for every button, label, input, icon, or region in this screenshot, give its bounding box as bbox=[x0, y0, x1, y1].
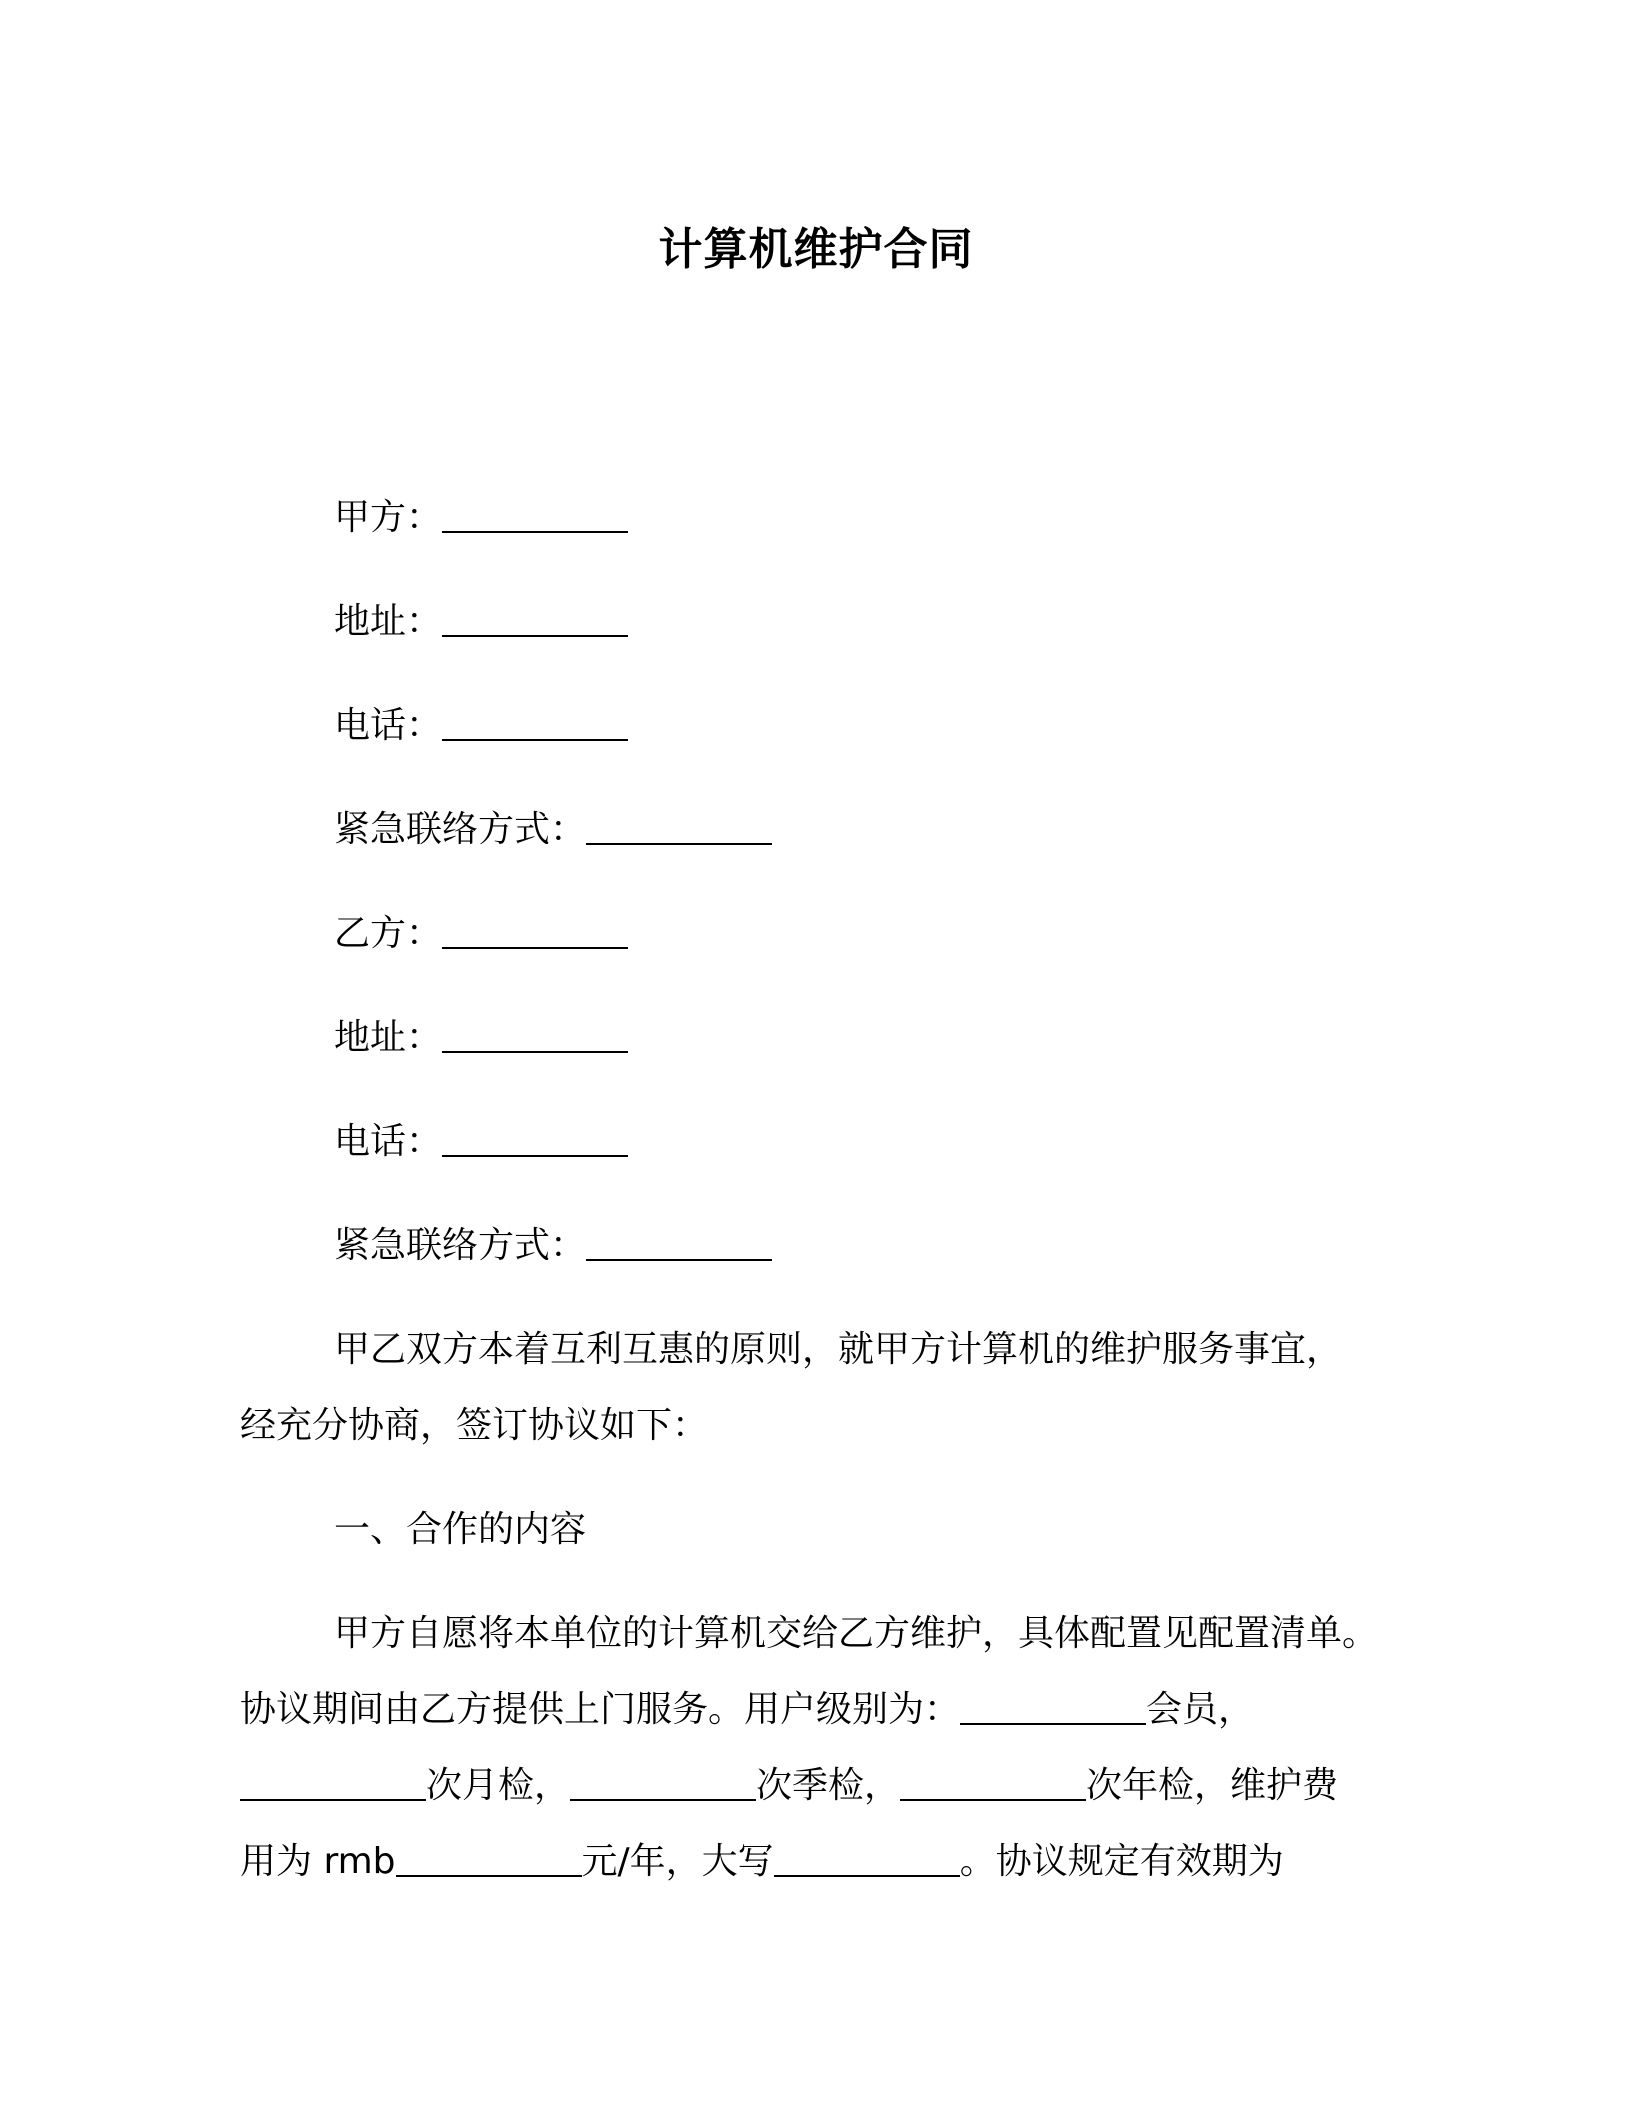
quarterly-check-blank[interactable] bbox=[570, 1795, 756, 1801]
party-b-address-label: 地址： bbox=[334, 1017, 443, 1058]
section-1-line-2-text-a: 协议期间由乙方提供上门服务。用户级别为： bbox=[240, 1689, 961, 1730]
party-b-emergency-blank[interactable] bbox=[586, 1255, 772, 1261]
party-a-name-blank[interactable] bbox=[442, 527, 628, 533]
section-1-line-4-text-b: 元/年，大写 bbox=[581, 1841, 774, 1882]
party-a-name-label: 甲方： bbox=[334, 497, 443, 538]
party-b-phone-blank[interactable] bbox=[442, 1151, 628, 1157]
party-a-emergency-field bbox=[334, 806, 772, 854]
party-b-address-blank[interactable] bbox=[442, 1047, 628, 1053]
party-a-phone-field bbox=[334, 702, 628, 750]
party-b-address-field bbox=[334, 1014, 628, 1062]
party-a-name-field bbox=[334, 494, 628, 542]
section-1-line-4-text-c: 。协议规定有效期为 bbox=[959, 1841, 1284, 1882]
section-1-line-2-text-b: 会员， bbox=[1146, 1689, 1255, 1730]
user-level-blank[interactable] bbox=[960, 1719, 1146, 1725]
section-1-heading: 一、合作的内容 bbox=[334, 1509, 587, 1550]
party-b-phone-field bbox=[334, 1118, 628, 1166]
section-1-line-2 bbox=[240, 1686, 1420, 1734]
party-b-emergency-field bbox=[334, 1222, 772, 1270]
document-title: 计算机维护合同 bbox=[658, 224, 974, 275]
party-a-address-field bbox=[334, 598, 628, 646]
section-1-line-3-text-c: 次年检，维护费 bbox=[1086, 1765, 1339, 1806]
party-b-emergency-label: 紧急联络方式： bbox=[334, 1225, 587, 1266]
section-1-line-3 bbox=[240, 1762, 1420, 1810]
section-1-line-3-text-b: 次季检， bbox=[756, 1765, 901, 1806]
party-a-emergency-blank[interactable] bbox=[586, 839, 772, 845]
section-1-line-3-text-a: 次月检， bbox=[426, 1765, 571, 1806]
intro-line-1: 甲乙双方本着互利互惠的原则，就甲方计算机的维护服务事宜， bbox=[334, 1329, 1343, 1370]
party-b-name-field bbox=[334, 910, 628, 958]
party-b-name-blank[interactable] bbox=[442, 943, 628, 949]
intro-line-2: 经充分协商，签订协议如下： bbox=[240, 1405, 709, 1446]
section-1-line-4-text-a: 用为 rmb bbox=[240, 1841, 396, 1882]
monthly-check-blank[interactable] bbox=[240, 1795, 426, 1801]
section-1-line-4 bbox=[240, 1838, 1420, 1886]
party-a-address-blank[interactable] bbox=[442, 631, 628, 637]
party-a-phone-label: 电话： bbox=[334, 705, 443, 746]
fee-amount-words-blank[interactable] bbox=[774, 1871, 960, 1877]
party-a-address-label: 地址： bbox=[334, 601, 443, 642]
fee-amount-blank[interactable] bbox=[396, 1871, 582, 1877]
party-b-name-label: 乙方： bbox=[334, 913, 443, 954]
party-a-emergency-label: 紧急联络方式： bbox=[334, 809, 587, 850]
party-b-phone-label: 电话： bbox=[334, 1121, 443, 1162]
party-a-phone-blank[interactable] bbox=[442, 735, 628, 741]
yearly-check-blank[interactable] bbox=[900, 1795, 1086, 1801]
section-1-line-1: 甲方自愿将本单位的计算机交给乙方维护，具体配置见配置清单。 bbox=[334, 1613, 1379, 1654]
